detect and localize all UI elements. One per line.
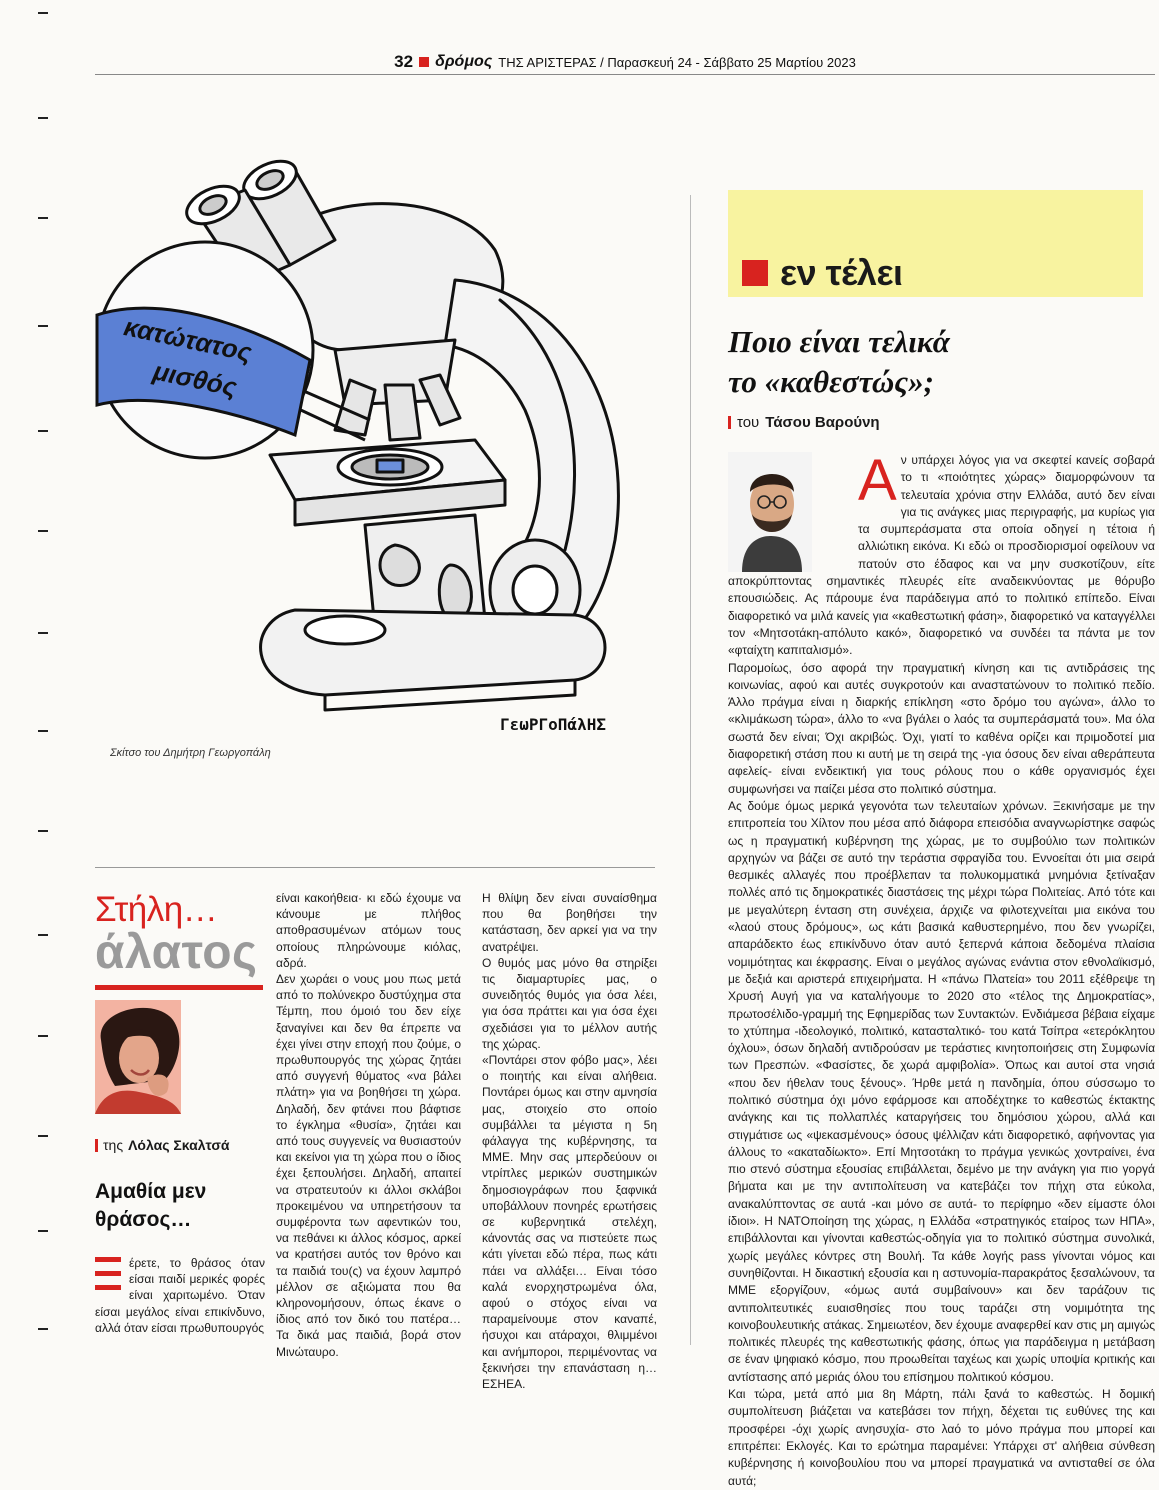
byline-bar: [95, 1139, 98, 1152]
registration-mark: [38, 1135, 48, 1137]
column-paragraph: Δεν χωράει ο νους μου πως μετά από το πολύνεκρο δυστύχημα στα Τέμπη, που όμοιό του δεν είχε ξαναγίνει και δεν θα έπρεπε να έχει γίνει στην εποχή που ζούμε, ο πρωθυπουργός της χώρας ζητάει από συγγενή θύματος «να βάλει πλάτη» για να βοηθήσει τη χώρα. Δηλαδή, δεν φτάνει που βάφτισε το έγκλημα «θυσία», ζητάει και από τους συγγενείς να θυσιαστούν και εκείνοι για τη χώρα που ο ίδιος έχει ξεπουλήσει. Δηλαδή, απαιτεί να στρατευτούν κι άλλοι σκλάβοι προκειμένου να υπηρετήσουν τα συμφέροντα των αφεντικών του, να πεθάνει κι άλλος κόσμος, αρκεί να κρατήσει αυτός τον θρόνο και τα παιδιά του(ς) να έχουν λαμπρό μέλλον σε αξιώματα που θα κληρονομήσουν, όπως έκανε ο ίδιος από τον δικό του πατέρα… Τα δικά μας παιδιά, βορά στον Μινώταυρο.: [276, 972, 461, 1359]
registration-mark: [38, 430, 48, 432]
column-paragraph: έρετε, το θράσος όταν είσαι παιδί μερικές φορές είναι χαριτωμένο. Όταν είσαι μεγάλος είναι επικίνδυνο, αλλά όταν είσαι πρωθυπουργός: [95, 1256, 265, 1335]
registration-mark: [38, 530, 48, 532]
page-number: 32: [394, 52, 414, 71]
column-paragraph: «Ποντάρει στον φόβο μας», λέει ο ποιητής και είναι αλήθεια. Ποντάρει όμως και στην αμνησία μας, στοιχείο στο οποίο συμβάλλει τα μέγιστα η 5η φάλαγγα της κυβέρνησης, τα ΜΜΕ. Μην σας μπερδεύουν οι ντρίπλες μερικών συστημικών δημοσιογράφων που ξαφνικά υποβάλλουν πονηρές ερωτήσεις σε κυβερνητικά στελέχη, κάνοντάς σας να πιστεύετε πως κάτι γίνεται εδώ πέρα, πως κάτι πάει να αλλάξει… Είναι τόσο καλά ενορχηστρωμένα όλα, αφού ο στόχος είναι να παραμείνουμε στον καναπέ, ήσυχοι και ατάραχοι, θλιμμένοι και ανήμποροι, περιμένοντας να ξεκινήσει την επανάσταση η… ΕΣΗΕΑ.: [482, 1053, 657, 1392]
byline-author: Λόλας Σκαλτσά: [128, 1137, 230, 1153]
registration-mark: [38, 1035, 48, 1037]
headline-line: το «καθεστώς»;: [728, 364, 934, 399]
red-square-icon: [742, 260, 768, 286]
registration-mark: [38, 1328, 48, 1330]
column-headline: Αμαθία μεν θράσος…: [95, 1180, 207, 1231]
bubble-text-line1: κατώτατος: [121, 311, 255, 368]
byline-prefix: της: [103, 1137, 124, 1153]
cartoonist-signature: ΓεωΡΓοΠάλΗΣ: [500, 715, 606, 734]
column-paragraph: είναι κακοήθεια· κι εδώ έχουμε να κάνουμε με πλήθος αποθρασυμένων ατόμων τους οποίους πληρώνουμε κιόλας, αδρά.: [276, 891, 461, 970]
page-header: [95, 50, 1155, 74]
column-title-line1: Στήλη…: [95, 890, 218, 929]
newspaper-brand: δρόμος: [435, 53, 493, 70]
registration-mark: [38, 730, 48, 732]
article-paragraph: Ας δούμε όμως μερικά γεγονότα των τελευταίων χρόνων. Ξεκινήσαμε με την επιτροπεία του Χίλτον που μέσα από διάφορα επεισόδια αναγνωρίστηκε σαφώς ως η πραγματική κυβέρνηση της χώρας, με το συμβούλιο των πολιτικών αρχηγών να βάζει σε αυτό την τεράστια σφραγίδα του. Εννοείται ότι μια σειρά θεσμικές αλλαγές που προέβλεπαν τα πολυκομματικά μνημόνια ξετίναξαν πολλές από τις δημοκρατικές διαστάσεις της μέχρι τώρα Πολιτείας. Από τότε και με μεγαλύτερη ένταση στη συνέχεια, άρχιζε να φιλοτεχνείται μια εικόνα του «λαού στους δρόμους», ως κάτι βασικά καθυστερημένο, που δεν γνωρίζει, απαράδεκτο έως επικίνδυνο όταν αυτό ξεπερνά κάποια δεδομένα πλαίσια νομιμότητας και έκφρασης. Είναι ο μεγάλος αγώνας ενάντια στον εθνολαϊκισμό, με δεξιά και αριστερά επιχειρήματα. Η «πάνω Πλατεία» του 2011 εξέθρεψε τη Χρυσή Αυγή για να καταλήγουμε το 2020 στο «τέλος της Δημοκρατίας», πρωτοσέλιδο-γραμμή της Εφημερίδας των Συντακτών. Ενδιάμεσα βέβαια είχαμε το χτύπημα -ιδεολογικό, πολιτικό, κατασταλτικό- του κατά Τσίπρα «ετερόκλητου όχλου», όσων δηλαδή αντιδρούσαν με τεράστιες κινητοποιήσεις στη Συμφωνία των Πρεσπών. «Φασίστες, δε χωρά αμφιβολία». Όπως και αυτοί στα νησιά «που δεν ήθελαν τους ξένους». Ήρθε μετά η πανδημία, όπου σύσσωμο το πολιτικό σύστημα όχι μόνο εφάρμοσε και αποδέχτηκε το καθεστώς έκτακτης ανάγκης και τις πολλαπλές καταργήσεις του δημόσιου χώρου, αλλά και στιγμάτισε ως «ψεκασμένους» όσους ψέλλιζαν κάτι διαφορετικό, αφήνοντας για άλλους το «ακαταδίωκτο». Επί Μητσοτάκη το πράγμα γενικώς χοντραίνει, ένα πιο στενό σύστημα εξουσίας επιβάλλεται, δεμένο με την ανάγκη για πιο γοργά βήματα και με την αντιπολίτευση να κατεβάζει τον πήχη στα εύκολα, ανακαλύπτοντας σε αυτά -και μόνο σε αυτά- το περίφημο «δεν είμαστε όλοι ίδιοι». Η ΝΑΤΟποίηση της χώρας, η Ελλάδα «στρατηγικός εταίρος των ΗΠΑ», επιβάλλονται και γίνονται καθεστώς-οδηγία για το πολιτικό σύστημα συνολικά, χωρίς μεγάλες κόντρες στη Βουλή. Τα κάθε λογής pass γίνονται νόμος και συνηθίζονται. Η δικαστική εξουσία και η αστυνομία-παρακράτος ξεσαλώνουν, τα ΜΜΕ εξοργίζουν, «όμως αυτά συμβαίνουν» και δεν ταράζουν τις αντιπολιτευτικές ευαισθησίες που τους ταράζει στη νομιμότητα της κοινοβουλευτικής ατάκας. Σημειωτέον, δεν έχουμε αναφερθεί καν στις μη αμιγώς πολιτικές πλευρές της καθεστωτικής φάσης, όπως για παράδειγμα η μετάβαση σε έναν ψηφιακό κόσμο, που προωθείται ταχέως και χωρίς υποψία κριτικής και αντίστασης από μεριάς όλου του επίσημου πολιτικού κόσμου.: [728, 798, 1155, 1384]
article-paragraph: Παρομοίως, όσο αφορά την πραγματική κίνηση και τις αντιδράσεις της κοινωνίας, αφού και αυτές συγκροτούν και αναστατώνουν το πολιτικό πεδίο. Άλλο πράγμα είναι η διαρκής επίκληση «στο δρόμο του αγώνα», άλλο το «κλιμάκωση τώρα», άλλο το «να βγάλει ο λαός τα συμπεράσματά του». Μα όλα σωστά δεν είναι; Όχι ακριβώς. Όχι, γιατί το καθένα ορίζει και πριμοδοτεί μια διαφορετική στάση που κι αυτή με τη σειρά της -για όσους δεν είναι αθεράπευτα αφελείς- είναι ενδεικτική για τους ρόλους που ο κάθε οργανισμός έχει συμφωνήσει να παίζει μέσα στο πολιτικό σύστημα.: [728, 660, 1155, 796]
paragraph-text: ν υπάρχει λόγος για να σκεφτεί κανείς σοβαρά το τι «ποιότητες χώρας» διαμορφώνουν τα τελευταία χρόνια στην Ελλάδα, αυτό δεν είναι για τις ανάγκες μιας περιγραφής, μα κυρίως για τα συμπεράσματα στα οποία οδηγεί η τέτοια ή αλλιώτικη εικόνα. Κι εδώ οι προσδιορισμοί οφείλουν να πατούν στο έδαφος και να μην συσκοτίζουν, είτε αποκρύπτοντας σημαντικές πλευρές είτε αναδεικνύοντας με θόρυβο επουσιώδεις. Ας πάρουμε ένα παράδειγμα από το πολιτικό επίπεδο. Είναι διαφορετικό να μιλά κανείς για «καθεστωτική φάση», διαφορετικό να καταγγέλλει τον «Μητσοτάκη-απόλυτο κακό», διαφορετικό να συνδέει τα πάντα με τον «φταίχτη καπιταλισμό».: [728, 453, 1155, 658]
column-text-col1: [95, 1255, 265, 1336]
section-divider: [95, 867, 655, 868]
column-paragraph: Ο θυμός μας μόνο θα στηρίξει τις διαμαρτυρίες μας, ο συνειδητός θυμός για όσα λέει, για όσα πράττει και για όσα έχει σχεδιάσει για το μέλλον αυτής της χώρας.: [482, 955, 657, 1051]
registration-mark: [38, 632, 48, 634]
column-divider: [690, 195, 691, 1345]
drop-cap: Α: [858, 448, 897, 513]
red-square-icon: [419, 57, 429, 67]
header-dateline: ΤΗΣ ΑΡΙΣΤΕΡΑΣ / Παρασκευή 24 - Σάββατο 25 Μαρτίου 2023: [498, 54, 856, 70]
column-text-col3: [482, 890, 657, 1392]
header-rule: [95, 74, 1155, 75]
column-paragraph: Η θλίψη δεν είναι συναίσθημα που θα βοηθήσει την κατάσταση, δεν αρκεί για να την ανατρέψει.: [482, 891, 657, 954]
article-byline: [728, 414, 880, 431]
cartoon-caption: Σκίτσο του Δημήτρη Γεωργοπάλη: [110, 747, 271, 759]
byline-prefix: του: [737, 414, 760, 431]
article-body: [728, 448, 1155, 1488]
columnist-photo: [95, 1000, 181, 1114]
column-title-rule: [95, 985, 263, 990]
registration-mark: [38, 117, 48, 119]
microscope-cartoon: [95, 150, 655, 740]
byline-bar: [728, 416, 731, 429]
column-title-line2: άλατος: [95, 926, 258, 979]
rubric-label: εν τέλει: [780, 252, 903, 293]
column-text-col2: [276, 890, 461, 1360]
rubric: [742, 252, 903, 294]
registration-mark: [38, 1230, 48, 1232]
bubble-text-line2: μισθός: [150, 355, 240, 403]
column-byline: [95, 1137, 230, 1153]
byline-author: Τάσου Βαρούνη: [765, 414, 880, 431]
registration-mark: [38, 325, 48, 327]
registration-mark: [38, 12, 48, 14]
registration-mark: [38, 830, 48, 832]
registration-mark: [38, 217, 48, 219]
article-paragraph: Και τώρα, μετά από μια 8η Μάρτη, πάλι ξανά το καθεστώς. Η δομική συμπολίτευση βιάζεται να κατεβάσει τον πήχη, δέχεται τις ευθύνες της και προσφέρει -όχι χωρίς ανησυχία- στο λαό το μόνο πράγμα που μπορεί και επιτρέπει: Εκλογές. Και το ερώτημα παραμένει: Υπάρχει στ' αλήθεια σύνθεση κυβέρνησης ή κοινοβουλίου που να μπορεί πραγματικά να αντισταθεί σε όλα αυτά;: [728, 1387, 1155, 1488]
registration-mark: [38, 934, 48, 936]
headline-line: Ποιο είναι τελικά: [728, 324, 950, 359]
article-headline: [728, 322, 1148, 402]
